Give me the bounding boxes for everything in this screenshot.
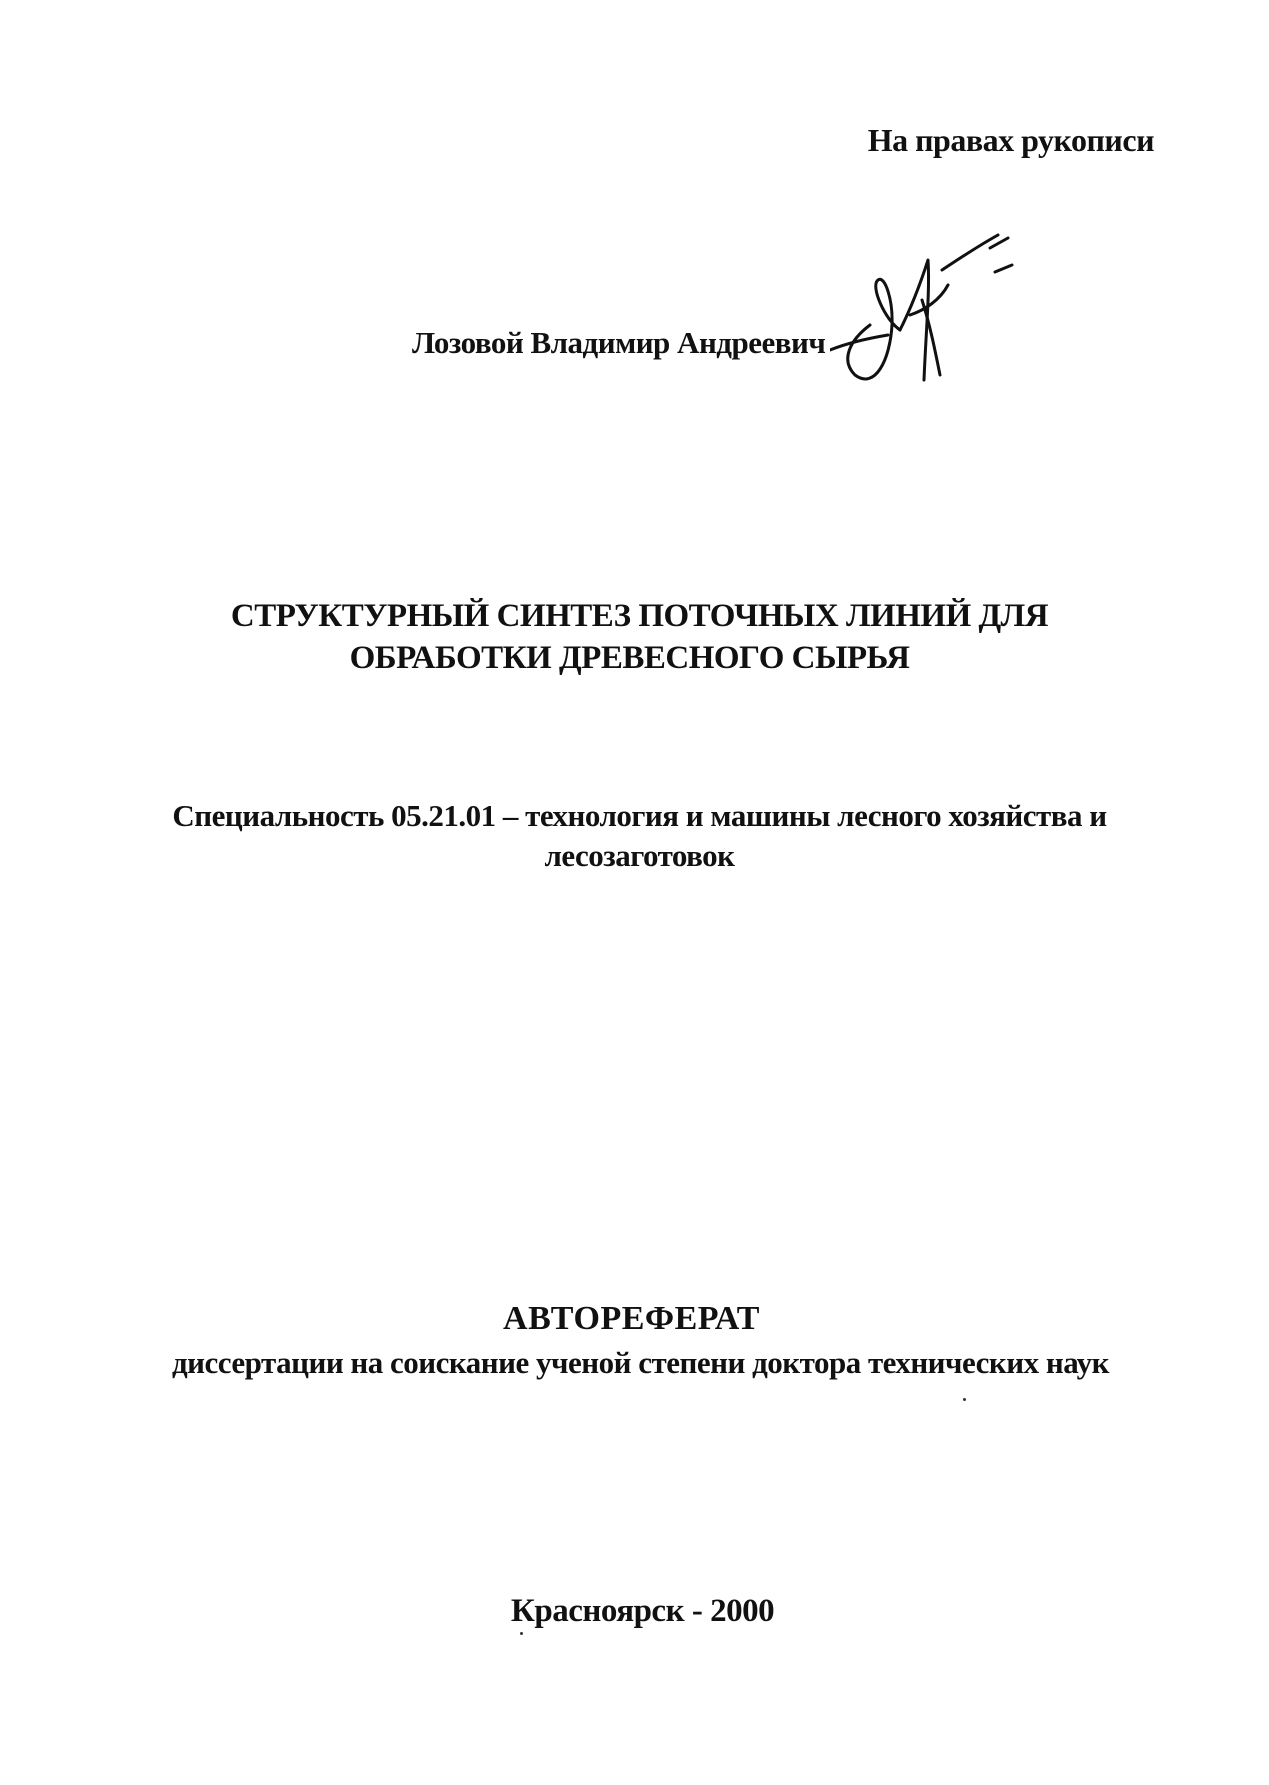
manuscript-note: На правах рукописи [867, 122, 1154, 158]
document-type: АВТОРЕФЕРАТ [503, 1300, 760, 1337]
specialty-line-2: лесозаготовок [544, 838, 735, 873]
degree-line: диссертации на соискание ученой степени доктора технических наук [171, 1345, 1110, 1380]
title-line-2: ОБРАБОТКИ ДРЕВЕСНОГО СЫРЬЯ [349, 640, 910, 676]
scan-speck [963, 1398, 966, 1401]
signature-icon [830, 230, 1060, 395]
specialty-line-1: Специальность 05.21.01 – технология и машины лесного хозяйства и [172, 798, 1107, 833]
scan-speck [520, 1632, 523, 1635]
author-name: Лозовой Владимир Андреевич [412, 325, 826, 360]
title-line-1: СТРУКТУРНЫЙ СИНТЕЗ ПОТОЧНЫХ ЛИНИЙ ДЛЯ [230, 598, 1049, 634]
city-year: Красноярск - 2000 [510, 1593, 775, 1629]
